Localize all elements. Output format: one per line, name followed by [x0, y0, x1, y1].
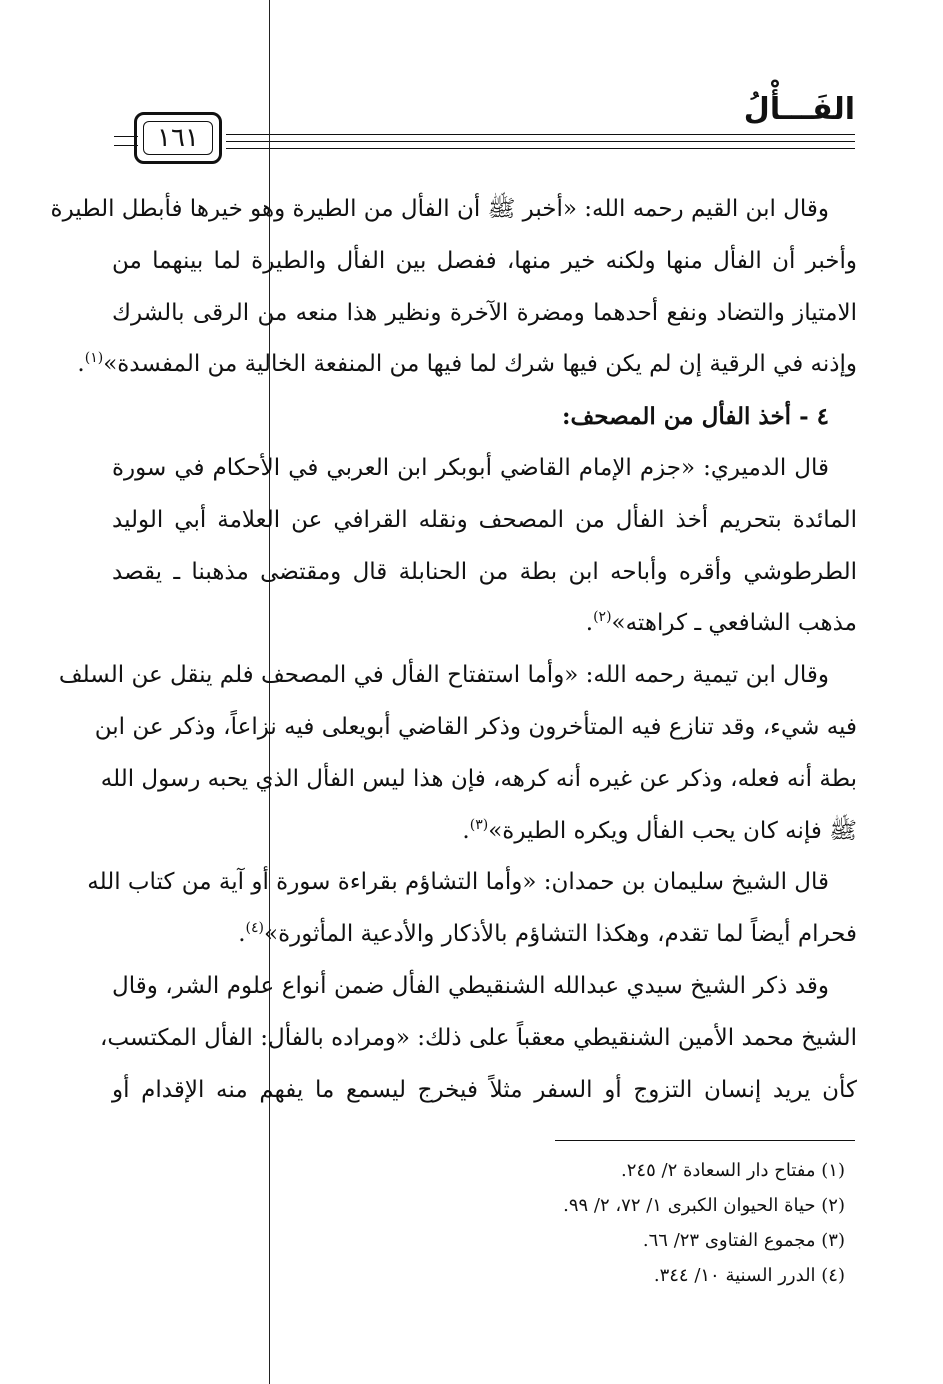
- text-line: ﷺ فإنه كان يحب الفأل ويكره الطيرة»: [488, 817, 857, 844]
- footnote-reference: (١): [84, 350, 104, 367]
- text-line: وإذنه في الرقية إن لم يكن فيها شرك لما فيها من المنفعة الخالية من المفسدة»: [103, 351, 857, 378]
- text-line: فيه شيء، وقد تنازع فيه المتأخرون وذكر القاضي أبويعلى فيه نزاعاً، وذكر عن ابن: [94, 713, 857, 740]
- text-line: وقال ابن القيم رحمه الله: «أخبر ﷺ أن الفأل من الطيرة وهو خيرها فأبطل الطيرة: [50, 196, 829, 222]
- footnote: (٢) حياة الحيوان الكبرى ١/ ٧٢، ٢/ ٩٩.: [563, 1195, 845, 1216]
- footnote-reference: (٢): [593, 609, 612, 626]
- footnotes: [205, 1153, 845, 1293]
- page-number-frame: [134, 112, 222, 164]
- header-rule: [226, 148, 855, 149]
- text-line: قال الدميري: «جزم الإمام القاضي أبوبكر ابن العربي في الأحكام في سورة: [112, 454, 829, 481]
- text-line: بطة أنه فعله، وذكر عن غيره أنه كرهه، فإن هذا ليس الفأل الذي يحبه رسول الله: [100, 765, 857, 792]
- footnote: (٤) الدرر السنية ١٠/ ٣٤٤.: [653, 1265, 845, 1286]
- section-heading: ٤ - أخذ الفأل من المصحف:: [562, 403, 829, 431]
- text-line-last: فحرام أيضاً لما تقدم، وهكذا التشاؤم بالأذكار والأدعية المأثورة»$^{(٤)}$.: [238, 920, 857, 948]
- page-header: [0, 0, 943, 200]
- header-rule: [226, 134, 855, 135]
- text-line-last: مذهب الشافعي ـ كراهته»$^{(٢)}$.: [585, 609, 857, 637]
- text-line: المائدة بتحريم أخذ الفأل من المصحف ونقله القرافي عن العلامة أبي الوليد: [112, 506, 857, 533]
- page-number: ١٦١: [143, 121, 213, 155]
- text-line: قال الشيخ سليمان بن حمدان: «وأما التشاؤم بقراءة سورة أو آية من كتاب الله: [87, 869, 829, 896]
- running-title: الفَـــأْلُ: [743, 92, 855, 127]
- footnote-separator: [555, 1140, 855, 1141]
- text-line-last: وإذنه في الرقية إن لم يكن فيها شرك لما فيها من المنفعة الخالية من المفسدة»$^{(١)}$.: [77, 350, 857, 378]
- footnote-reference: (٣): [469, 816, 489, 833]
- footnote: (١) مفتاح دار السعادة ٢/ ٢٤٥.: [621, 1160, 845, 1181]
- text-line: الشيخ محمد الأمين الشنقيطي معقباً على ذلك: «ومراده بالفأل: الفأل المكتسب،: [100, 1024, 857, 1051]
- text-line-last: ﷺ فإنه كان يحب الفأل ويكره الطيرة»$^{(٣)}$.: [462, 816, 857, 844]
- footnote-reference: (٤): [245, 920, 264, 937]
- header-rule: [226, 141, 855, 142]
- text-line: وقال ابن تيمية رحمه الله: «وأما استفتاح الفأل في المصحف فلم ينقل عن السلف: [58, 662, 829, 689]
- text-line: كأن يريد إنسان التزوج أو السفر مثلاً فيخرج ليسمع ما يفهم منه الإقدام أو: [112, 1076, 857, 1103]
- body-text: [50, 184, 857, 1116]
- text-line: مذهب الشافعي ـ كراهته»: [611, 610, 857, 637]
- text-line: الامتياز والتضاد ونفع أحدهما ومضرة الآخرة ونظير هذا منعه من الرقى بالشرك: [112, 299, 857, 326]
- footnote: (٣) مجموع الفتاوى ٢٣/ ٦٦.: [642, 1230, 845, 1251]
- text-line: فحرام أيضاً لما تقدم، وهكذا التشاؤم بالأذكار والأدعية المأثورة»: [264, 921, 857, 948]
- text-line: وأخبر أن الفأل منها ولكنه خير منها، ففصل بين الفأل والطيرة لما بينهما من: [112, 247, 857, 274]
- text-line: وقد ذكر الشيخ سيدي عبدالله الشنقيطي الفأل ضمن أنواع علوم الشر، وقال: [112, 972, 829, 999]
- text-line: الطرطوشي وأقره وأباحه ابن بطة من الحنابلة قال ومقتضى مذهبنا ـ يقصد: [112, 558, 857, 585]
